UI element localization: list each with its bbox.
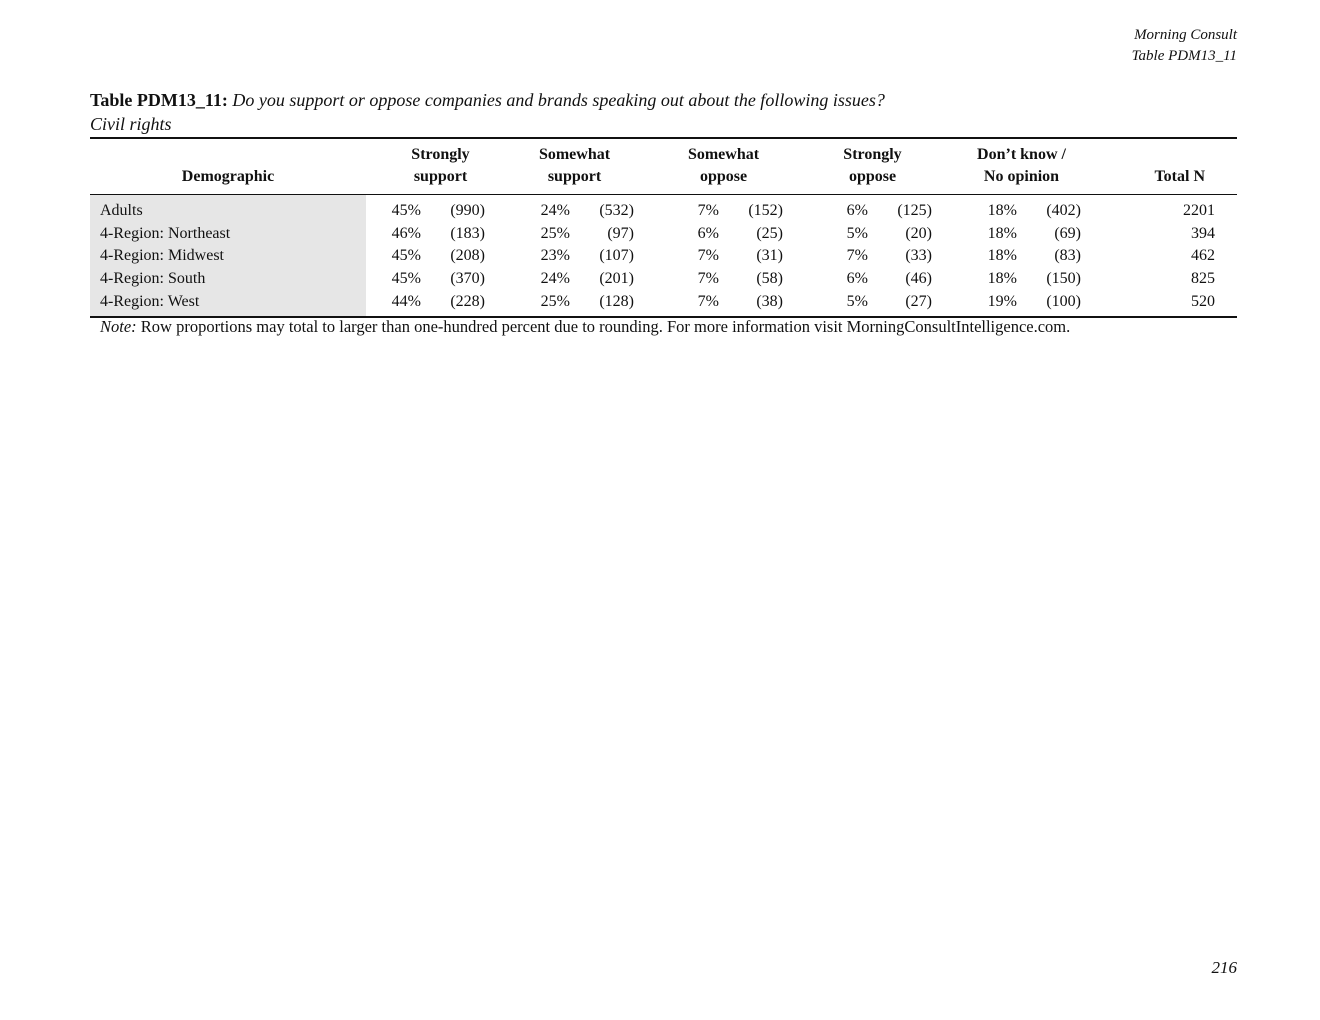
cell-count: (25) [756, 224, 783, 242]
cell-percent: 18% [987, 247, 1017, 265]
col-demographic: Demographic [90, 138, 366, 195]
cell-count: (31) [756, 247, 783, 265]
cell-percent: 24% [540, 270, 570, 288]
crosstab-table [90, 137, 1237, 318]
note-text: Row proportions may total to larger than one-hundred percent due to rounding. For more information visit MorningConsultIntelligence.com. [140, 317, 1071, 336]
cell-percent: 7% [697, 202, 719, 220]
cell-count: (83) [1054, 247, 1081, 265]
cell-count: (532) [599, 202, 634, 220]
row-label: 4-Region: Northeast [90, 223, 366, 246]
cell-count: (69) [1054, 224, 1081, 242]
cell-percent: 18% [987, 270, 1017, 288]
cell-percent: 7% [846, 247, 868, 265]
table-question: Do you support or oppose companies and brands speaking out about the following issues? [232, 90, 885, 110]
cell-percent: 5% [846, 224, 868, 242]
cell-total-n: 2201 [1183, 202, 1215, 220]
row-label: 4-Region: South [90, 268, 366, 291]
cell-count: (27) [868, 290, 932, 317]
cell-percent: 44% [366, 290, 421, 317]
cell-percent: 18% [987, 202, 1017, 220]
cell-percent: 45% [391, 247, 421, 265]
cell-count: (402) [1046, 202, 1081, 220]
row-label: Adults [90, 195, 366, 223]
cell-count: (128) [570, 290, 634, 317]
col-somewhat-oppose: Somewhat oppose [634, 138, 783, 195]
table-row [90, 268, 1237, 291]
cell-count: (152) [748, 202, 783, 220]
cell-count: (208) [450, 247, 485, 265]
row-label: 4-Region: Midwest [90, 245, 366, 268]
table-subtitle: Civil rights [90, 114, 172, 134]
cell-percent: 7% [697, 247, 719, 265]
cell-count: (201) [599, 270, 634, 288]
cell-count: (370) [450, 270, 485, 288]
cell-percent: 5% [783, 290, 868, 317]
table-label: Table PDM13_11: [90, 90, 228, 110]
cell-percent: 24% [540, 202, 570, 220]
cell-percent: 23% [540, 247, 570, 265]
cell-total-n: 394 [1191, 224, 1215, 242]
cell-count: (20) [905, 224, 932, 242]
cell-percent: 6% [697, 224, 719, 242]
cell-percent: 6% [846, 270, 868, 288]
header-org: Morning Consult [1134, 27, 1237, 43]
cell-count: (107) [599, 247, 634, 265]
cell-percent: 45% [391, 202, 421, 220]
cell-percent: 45% [391, 270, 421, 288]
col-somewhat-support: Somewhat support [485, 138, 634, 195]
row-label: 4-Region: West [90, 290, 366, 317]
col-total-n: Total N [1081, 138, 1237, 195]
page-number: 216 [1211, 958, 1237, 977]
header-table-ref: Table PDM13_11 [1131, 48, 1237, 64]
col-dont-know: Don’t know / No opinion [932, 138, 1081, 195]
cell-count: (46) [905, 270, 932, 288]
cell-count: (100) [1017, 290, 1081, 317]
cell-count: (97) [607, 224, 634, 242]
cell-count: (125) [897, 202, 932, 220]
cell-total-n: 825 [1191, 270, 1215, 288]
cell-count: (228) [421, 290, 485, 317]
header-row [90, 138, 1237, 195]
cell-total-n: 462 [1191, 247, 1215, 265]
cell-total-n: 520 [1081, 290, 1237, 317]
cell-count: (33) [905, 247, 932, 265]
table-title [90, 88, 885, 136]
note-label: Note: [100, 317, 137, 336]
table-row [90, 245, 1237, 268]
table-row [90, 223, 1237, 246]
cell-percent: 19% [932, 290, 1017, 317]
cell-count: (183) [450, 224, 485, 242]
table-body [90, 195, 1237, 317]
table-note [100, 316, 1070, 338]
cell-percent: 6% [846, 202, 868, 220]
table-row [90, 195, 1237, 223]
cell-count: (38) [719, 290, 783, 317]
col-strongly-support: Strongly support [366, 138, 485, 195]
cell-percent: 25% [485, 290, 570, 317]
cell-percent: 18% [987, 224, 1017, 242]
table-row [90, 290, 1237, 317]
cell-count: (58) [756, 270, 783, 288]
cell-percent: 7% [634, 290, 719, 317]
running-header [1132, 25, 1237, 67]
col-strongly-oppose: Strongly oppose [783, 138, 932, 195]
cell-percent: 25% [540, 224, 570, 242]
cell-count: (990) [450, 202, 485, 220]
cell-percent: 7% [697, 270, 719, 288]
cell-count: (150) [1046, 270, 1081, 288]
cell-percent: 46% [391, 224, 421, 242]
